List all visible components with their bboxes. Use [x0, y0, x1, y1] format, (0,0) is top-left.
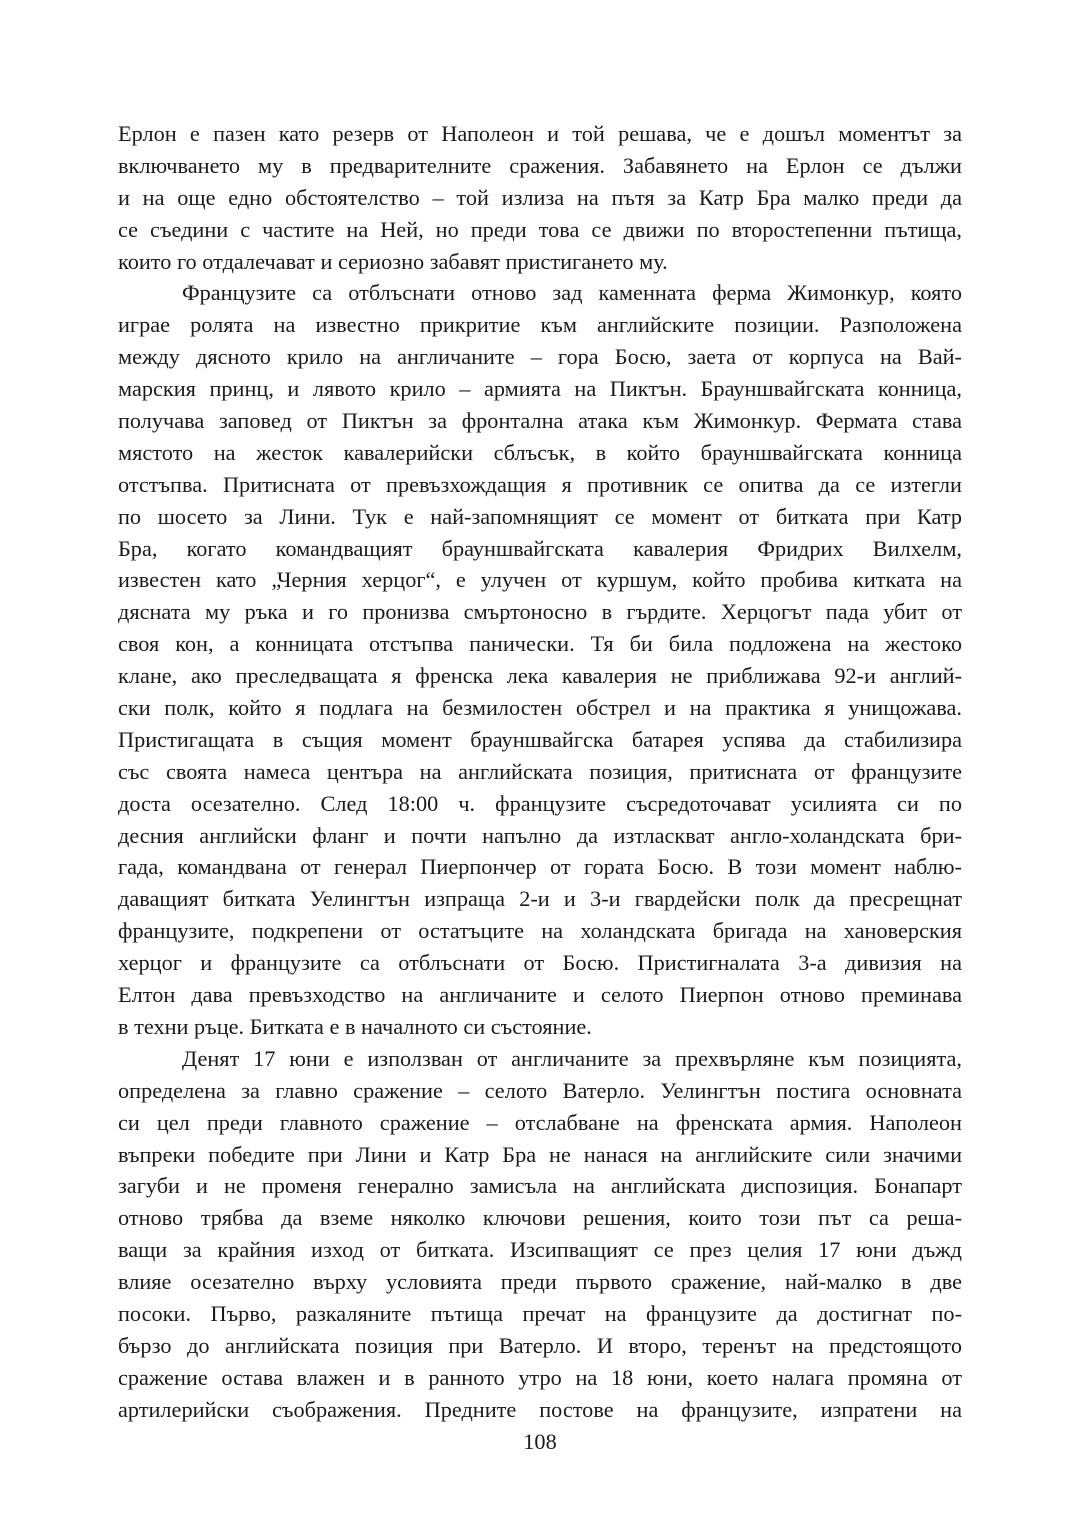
text-line: клане, ако преследващата я френска лека кавалерия не приближава 92-и англий- [118, 663, 962, 689]
paragraph [118, 1043, 962, 1426]
text-line: Французите са отблъснати отново зад каменната ферма Жимонкур, която [182, 280, 962, 306]
text-line: известен като „Черния херцог“, е улучен от куршум, който пробива китката на [118, 567, 962, 593]
text-line: даващият битката Уелингтън изпраща 2-и и 3-и гвардейски полк да пресрещнат [118, 886, 962, 912]
text-line: ски полк, който я подлага на безмилостен обстрел и на практика я унищожава. [118, 695, 962, 721]
text-line: в техни ръце. Битката е в началното си състояние. [118, 1013, 592, 1039]
text-line: влияе осезателно върху условията преди първото сражение, най-малко в две [118, 1269, 962, 1295]
text-line: загуби и не променя генерално замисъла на английската диспозиция. Бонапарт [118, 1173, 962, 1199]
paragraph [118, 118, 962, 277]
text-line: гада, командвана от генерал Пиерпончер от гората Босю. В този момент наблю- [118, 854, 962, 880]
text-line: си цел преди главното сражение – отслабване на френската армия. Наполеон [118, 1109, 962, 1135]
text-line: между дясното крило на англичаните – гора Босю, заета от корпуса на Вай- [118, 344, 962, 370]
body-text [118, 118, 962, 1426]
text-line: доста осезателно. След 18:00 ч. французите съсредоточават усилията си по [118, 790, 962, 816]
text-line: посоки. Първо, разкаляните пътища пречат на французите да достигнат по- [118, 1300, 962, 1326]
text-line: ващи за крайния изход от битката. Изсипващият се през целия 17 юни дъжд [118, 1237, 962, 1263]
text-line: отново трябва да вземе няколко ключови решения, които този път са реша- [118, 1205, 962, 1231]
text-line: артилерийски съображения. Предните постове на французите, изпратени на [118, 1396, 962, 1422]
text-line: мястото на жесток кавалерийски сблъсък, в който брауншвайгската конница [118, 439, 962, 465]
text-line: играе ролята на известно прикритие към английските позиции. Разположена [118, 312, 962, 338]
text-line: въпреки победите при Лини и Катр Бра не нанася на английските сили значими [118, 1141, 962, 1167]
text-line: включването му в предварителните сражения. Забавянето на Ерлон се дължи [118, 152, 962, 178]
text-line: сражение остава влажен и в ранното утро на 18 юни, което налага промяна от [118, 1364, 962, 1390]
text-line: и на още едно обстоятелство – той излиза на пътя за Катр Бра малко преди да [118, 184, 962, 210]
page-number: 108 [523, 1429, 557, 1454]
text-line: Пристигащата в същия момент брауншвайгска батарея успява да стабилизира [118, 726, 962, 752]
text-line: се съедини с частите на Ней, но преди това се движи по второстепенни пътища, [118, 216, 962, 242]
text-line: определена за главно сражение – селото Ватерло. Уелингтън постига основната [118, 1077, 962, 1103]
text-line: получава заповед от Пиктън за фронтална атака към Жимонкур. Фермата става [118, 408, 962, 434]
text-line: дясната му ръка и го пронизва смъртоносно в гърдите. Херцогът пада убит от [118, 599, 962, 625]
text-line: отстъпва. Притисната от превъзхождащия я противник се опитва да се изтегли [118, 471, 962, 497]
text-line: херцог и французите са отблъснати от Босю. Пристигналата 3-а дивизия на [118, 950, 962, 976]
text-line: които го отдалечават и сериозно забавят пристигането му. [118, 248, 668, 274]
text-line: Бра, когато командващият брауншвайгската кавалерия Фридрих Вилхелм, [118, 535, 962, 561]
paragraph [118, 277, 962, 1042]
text-line: Денят 17 юни е използван от англичаните за прехвърляне към позицията, [182, 1045, 962, 1071]
text-line: Елтон дава превъзходство на англичаните и селото Пиерпон отново преминава [118, 982, 962, 1008]
text-line: Ерлон е пазен като резерв от Наполеон и той решава, че е дошъл моментът за [118, 121, 962, 146]
text-line: своя кон, а конницата отстъпва панически. Тя би била подложена на жестоко [118, 631, 962, 657]
text-line: със своята намеса центъра на английската позиция, притисната от французите [118, 758, 962, 784]
text-line: марския принц, и лявото крило – армията на Пиктън. Брауншвайгската конница, [118, 376, 962, 402]
text-line: французите, подкрепени от остатъците на холандската бригада на хановерския [118, 918, 962, 944]
text-line: десния английски фланг и почти напълно да изтласкват англо-холандската бри- [118, 822, 962, 848]
text-line: бързо до английската позиция при Ватерло. И второ, теренът на предстоящото [118, 1332, 962, 1358]
text-line: по шосето за Лини. Тук е най-запомнящият се момент от битката при Катр [118, 503, 962, 529]
